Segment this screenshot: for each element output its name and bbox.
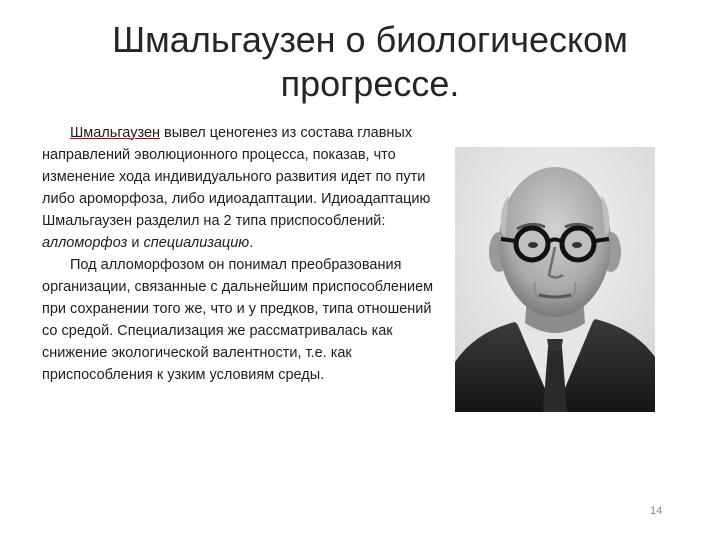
portrait-photo-icon [455, 147, 655, 412]
title-line-1: Шмальгаузен о биологическом [112, 19, 628, 60]
slide-title [60, 18, 680, 106]
term-allomorphosis: алломорфоз [42, 235, 128, 251]
page-number: 14 [650, 505, 663, 517]
scientist-name: Шмальгаузен [70, 125, 161, 141]
paragraph-1-text-b: и [127, 235, 144, 251]
paragraph-1-text-c: . [249, 235, 254, 251]
title-line-2: прогрессе. [280, 63, 460, 104]
term-specialization: специализацию [143, 235, 250, 251]
paragraph-1-text-a: вывел ценогенез из состава главных направлений эволюционного процесса, показав, что изменение хода индивидуального развития идет по пути либо ароморфоза, либо идиоадаптации. Идиоадаптацию Шмальгаузен разделил на 2 типа приспособлений: [42, 125, 431, 229]
paragraph-1 [42, 122, 437, 254]
portrait-photo [455, 147, 655, 412]
paragraph-2-text: Под алломорфозом он понимал преобразования организации, связанные с дальнейшим приспособлением при сохранении того же, что и у предков, типа отношений со средой. Специализация же рассматривалась как снижение экологической валентности, т.е. как приспособления к узким условиям среды. [42, 257, 434, 383]
paragraph-2 [42, 254, 437, 386]
body-text [42, 122, 437, 386]
